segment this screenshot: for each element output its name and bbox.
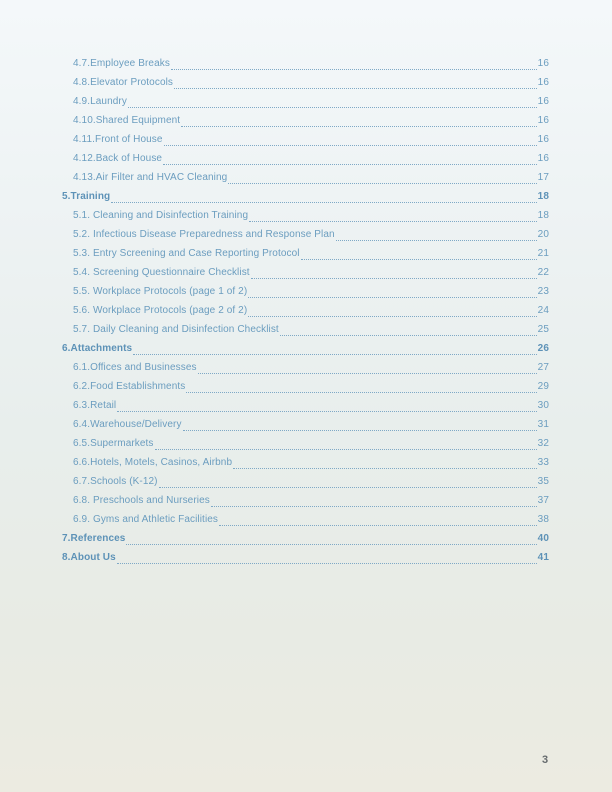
dot-leader [198, 372, 537, 374]
dot-leader [164, 144, 537, 146]
toc-entry-title: 5.1. Cleaning and Disinfection Training [73, 210, 249, 221]
dot-leader [174, 87, 537, 89]
toc-entry-5-4[interactable] [62, 265, 549, 284]
toc-entry-title: 4.8.Elevator Protocols [73, 77, 174, 88]
dot-leader [159, 486, 537, 488]
toc-entry-title: 6.8. Preschools and Nurseries [73, 495, 210, 506]
toc-entry-title: 5.5. Workplace Protocols (page 1 of 2) [73, 286, 248, 297]
toc-entry-page: 30 [537, 400, 549, 411]
toc-entry-page: 18 [537, 210, 549, 221]
toc-entry-page: 29 [537, 381, 549, 392]
toc-entry-page: 17 [537, 172, 549, 183]
toc-entry-title: 8.About Us [62, 552, 116, 563]
toc-entry-page: 32 [537, 438, 549, 449]
toc-entry-title: 6.9. Gyms and Athletic Facilities [73, 514, 219, 525]
toc-entry-title: 6.2.Food Establishments [73, 381, 186, 392]
toc-entry-4-12[interactable] [62, 151, 549, 170]
toc-entry-title: 4.7.Employee Breaks [73, 58, 170, 69]
toc-entry-title: 6.3.Retail [73, 400, 117, 411]
dot-leader [155, 448, 537, 450]
dot-leader [111, 201, 536, 203]
dot-leader [336, 239, 537, 241]
toc-entry-7[interactable] [62, 531, 549, 550]
toc-entry-title: 5.4. Screening Questionnaire Checklist [73, 267, 250, 278]
toc-entry-page: 16 [537, 153, 549, 164]
toc-entry-8[interactable] [62, 550, 549, 569]
toc-entry-6-7[interactable] [62, 474, 549, 493]
toc-entry-6-1[interactable] [62, 360, 549, 379]
toc-entry-page: 23 [537, 286, 549, 297]
toc-entry-page: 22 [537, 267, 549, 278]
toc-entry-5-5[interactable] [62, 284, 549, 303]
toc-entry-page: 33 [537, 457, 549, 468]
toc-entry-6-5[interactable] [62, 436, 549, 455]
toc-entry-4-10[interactable] [62, 113, 549, 132]
toc-entry-6[interactable] [62, 341, 549, 360]
toc-entry-title: 6.4.Warehouse/Delivery [73, 419, 182, 430]
dot-leader [249, 220, 537, 222]
table-of-contents [62, 56, 549, 569]
toc-entry-title: 4.9.Laundry [73, 96, 127, 107]
toc-entry-title: 4.11.Front of House [73, 134, 163, 145]
dot-leader [163, 163, 537, 165]
dot-leader [186, 391, 536, 393]
toc-entry-4-8[interactable] [62, 75, 549, 94]
toc-entry-page: 27 [537, 362, 549, 373]
toc-entry-5-3[interactable] [62, 246, 549, 265]
dot-leader [211, 505, 537, 507]
dot-leader [117, 562, 537, 564]
dot-leader [228, 182, 536, 184]
dot-leader [251, 277, 537, 279]
toc-entry-page: 31 [537, 419, 549, 430]
dot-leader [171, 68, 537, 70]
toc-entry-page: 18 [537, 191, 549, 202]
toc-entry-4-11[interactable] [62, 132, 549, 151]
toc-entry-page: 16 [537, 115, 549, 126]
dot-leader [126, 543, 536, 545]
dot-leader [219, 524, 537, 526]
dot-leader [248, 315, 536, 317]
toc-entry-6-3[interactable] [62, 398, 549, 417]
toc-entry-page: 25 [537, 324, 549, 335]
toc-entry-4-13[interactable] [62, 170, 549, 189]
toc-entry-title: 6.7.Schools (K-12) [73, 476, 158, 487]
toc-entry-6-9[interactable] [62, 512, 549, 531]
toc-entry-page: 40 [537, 533, 549, 544]
toc-entry-title: 6.6.Hotels, Motels, Casinos, Airbnb [73, 457, 233, 468]
dot-leader [280, 334, 537, 336]
toc-entry-page: 16 [537, 96, 549, 107]
toc-entry-title: 4.10.Shared Equipment [73, 115, 181, 126]
toc-entry-page: 26 [537, 343, 549, 354]
toc-entry-4-7[interactable] [62, 56, 549, 75]
toc-entry-title: 6.1.Offices and Businesses [73, 362, 197, 373]
page-number: 3 [542, 754, 549, 766]
toc-entry-6-8[interactable] [62, 493, 549, 512]
toc-entry-page: 16 [537, 58, 549, 69]
toc-entry-page: 35 [537, 476, 549, 487]
dot-leader [248, 296, 536, 298]
toc-entry-title: 4.13.Air Filter and HVAC Cleaning [73, 172, 228, 183]
toc-entry-5[interactable] [62, 189, 549, 208]
toc-entry-5-2[interactable] [62, 227, 549, 246]
toc-entry-page: 16 [537, 134, 549, 145]
toc-entry-page: 16 [537, 77, 549, 88]
toc-entry-page: 20 [537, 229, 549, 240]
toc-entry-title: 7.References [62, 533, 126, 544]
toc-entry-6-2[interactable] [62, 379, 549, 398]
toc-entry-title: 5.6. Workplace Protocols (page 2 of 2) [73, 305, 248, 316]
toc-entry-page: 24 [537, 305, 549, 316]
toc-entry-page: 21 [537, 248, 549, 259]
toc-entry-6-6[interactable] [62, 455, 549, 474]
toc-entry-page: 38 [537, 514, 549, 525]
toc-entry-5-7[interactable] [62, 322, 549, 341]
dot-leader [133, 353, 536, 355]
toc-entry-title: 4.12.Back of House [73, 153, 163, 164]
toc-entry-6-4[interactable] [62, 417, 549, 436]
dot-leader [181, 125, 536, 127]
toc-entry-5-1[interactable] [62, 208, 549, 227]
toc-entry-page: 37 [537, 495, 549, 506]
toc-entry-title: 5.7. Daily Cleaning and Disinfection Checklist [73, 324, 279, 335]
toc-entry-title: 5.2. Infectious Disease Preparedness and Response Plan [73, 229, 335, 240]
dot-leader [183, 429, 537, 431]
toc-entry-title: 6.5.Supermarkets [73, 438, 154, 449]
toc-entry-5-6[interactable] [62, 303, 549, 322]
toc-entry-title: 6.Attachments [62, 343, 133, 354]
toc-entry-4-9[interactable] [62, 94, 549, 113]
toc-entry-title: 5.Training [62, 191, 111, 202]
toc-entry-title: 5.3. Entry Screening and Case Reporting Protocol [73, 248, 300, 259]
dot-leader [233, 467, 537, 469]
dot-leader [301, 258, 537, 260]
dot-leader [128, 106, 537, 108]
toc-entry-page: 41 [537, 552, 549, 563]
dot-leader [117, 410, 536, 412]
